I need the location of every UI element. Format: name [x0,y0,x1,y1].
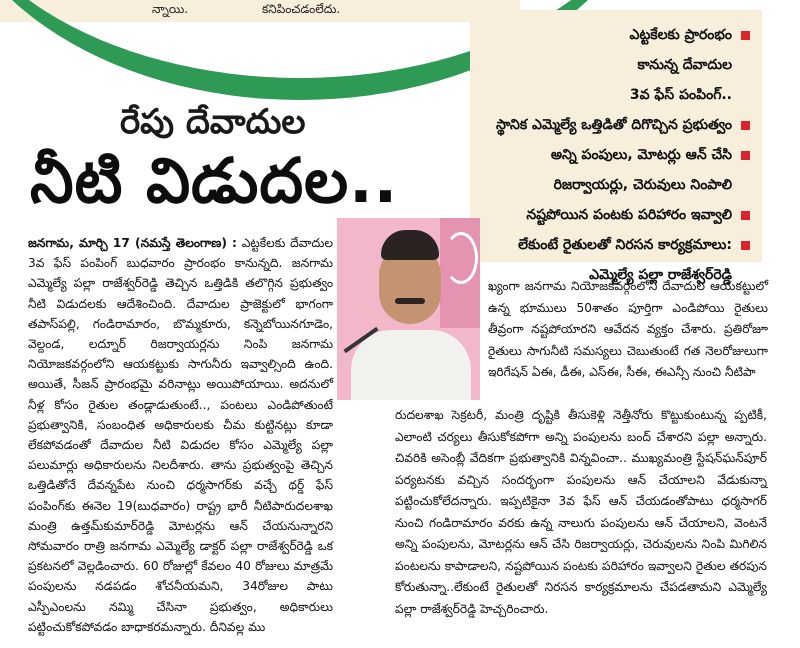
shirt [351,330,471,400]
highlight-line: లేకుంటే రైతులతో నిరసన కార్యక్రమాలు: [470,230,754,260]
highlight-line: నష్టపోయిన పంటకు పరిహారం ఇవ్వాలి [470,200,754,230]
headline-title: నీటి విడుదల.. [30,144,399,217]
highlight-line: రిజర్వాయర్లు, చెరువులు నింపాలి [553,177,732,193]
left-column [28,233,333,637]
bullet-square-icon [741,211,750,220]
highlight-line: 3వ ఫేస్ పంపింగ్.. [629,87,732,103]
headline-kicker: రేపు దేవాదుల [120,102,306,142]
highlight-line: ఎట్టకేలకు ప్రారంభం [470,20,754,50]
dateline: జనగామ, మార్చి 17 (నమస్తే తెలంగాణ) : [28,236,237,250]
bullet-square-icon [741,241,750,250]
highlight-line: అన్ని పంపులు, మోటర్లు ఆన్ చేసి [470,140,754,170]
top-fragment-2: కనిపించడంలేదు. [262,2,341,16]
highlight-line: ఎమ్మెల్యే పల్లా రాజేశ్వర్‌రెడ్డి [589,267,732,283]
highlight-line: స్థానిక ఎమ్మెల్యే ఒత్తిడితో దిగొచ్చిన ప్రభుత్వం [470,110,754,140]
mla-photo [337,218,480,400]
highlights-box [470,10,762,283]
bullet-square-icon [741,31,750,40]
right-column-top: ఖ్యంగా జనగామ నియోజకవర్గంలోని దేవాదుల ఆయకట్టులో ఉన్న భూములు 50శాతం పూర్తిగా ఎండిపోయి రైతులు తీవ్రంగా నష్టపోయారని ఆవేదన వ్యక్తం చేశారు. ప్రతిరోజూ రైతులు సాగునీటి సమస్యలు చెబుతుంటే గత నెలరోజులుగా ఇరిగేషన్ ఏఈ, డీఈ, ఎస్ఈ, సీఈ, ఈఎన్సీ నుంచి నీటిపా [488,279,768,379]
bullet-square-icon [741,121,750,130]
highlight-line: కానున్న దేవాదుల [637,57,732,73]
logo-ring-icon [444,232,478,284]
top-strip [0,0,520,22]
article-text-left: ఎట్టకేలకు దేవాదుల 3వ ఫేస్ పంపింగ్ బుధవారం ప్రారంభం కానున్నది. జనగామ ఎమ్మెల్యే పల్లా రాజేశ్వర్‌రెడ్డి తెచ్చిన ఒత్తిడికి తలొగ్గిన ప్రభుత్వం నీటి విడుదలకు ఆదేశించింది. దేవాదుల ప్రాజెక్టులో భాగంగా తపాస్‌పల్లి, గండిరామారం, బొమ్మకూరు, కన్నెబోయినగూడెం, వెల్దండ, లద్నూర్ రిజర్వాయర్లను నింపి జనగామ నియోజకవర్గంలోని ఆయకట్టుకు సాగునీరు ఇవ్వాల్సింది ఉంది. అయితే, సీజన్ ప్రారంభమై వరినాట్లు అయిపోయాయి. అదనులో నీళ్ల కోసం రైతుల తండ్లాడుతుంటే.., పంటలు ఎండిపోతుంటే ప్రభుత్వానికి, సంబంధిత అధికారులకు చీమ కుట్టినట్లు కూడా లేకపోవడంతో దేవాదుల నీటి విడుదల కోసం ఎమ్మెల్యే పల్లా పలుమార్లు అధికారులను నిలదీశారు. తాను ప్రభుత్వంపై తెచ్చిన ఒత్తిడితోనే దేవన్నపేట నుంచి ధర్మసాగర్‌కు వచ్చే థర్డ్ ఫేస్ పంపింగ్‌కు ఈనెల 19(బుధవారం) రాష్ట్ర భారీ నీటిపారుదలశాఖ మంత్రి ఉత్తమ్‌కుమార్‌రెడ్డి మోటర్లను ఆన్ చేయనున్నారని సోమవారం రాత్రి జనగామ ఎమ్మెల్యే డాక్టర్ పల్లా రాజేశ్వర్‌రెడ్డి ఒక ప్రకటనలో వెల్లడించారు. 60 రోజుల్లో కేవలం 40 రోజులు మాత్రమే పంపులను నడపడం శోచనీయమని, 34రోజుల పాటు ఎస్పీఎంలను నమ్మి చేసినా ప్రభుత్వం, అధికారులు పట్టించుకోకపోవడం బాధాకరమన్నారు. దీనివల్ల ము [28,236,333,634]
bullet-square-icon [741,151,750,160]
mustache [395,298,425,304]
top-fragment-1: న్నాయి. [152,2,189,16]
hair [381,230,439,260]
article-body-left [28,233,333,637]
right-column-bottom: రుదలశాఖ సెక్రటరీ, మంత్రి దృష్టికి తీసుకెళ్లి నెత్తీనోరు కొట్టుకుంటున్న ప్పటికీ, ఎలాంటి చర్యలు తీసుకోకపోగా అన్ని పంపులను బంద్ చేశారని పల్లా అన్నారు. చివరికి అసెంబ్లీ వేదికగా ప్రభుత్వానికి విన్నవించా.. ముఖ్యమంత్రి స్టేషన్‌ఘన్‌పూర్ పర్యటనకు వచ్చిన సందర్భంగా పంపులను ఆన్ చేయాలని వేడుకున్నా పట్టించుకోలేదన్నారు. ఇప్పటికైనా 3వ ఫేస్ ఆన్ చేయడంతోపాటు ధర్మసాగర్ నుంచి గండిరామారం వరకు ఉన్న నాలుగు పంపులను ఆన్ చేయాలని, వెంటనే అన్ని పంపులను, మోటర్లను ఆన్ చేసి రిజర్వాయర్లు, చెరువులను నింపి మిగిలిన పంటలను కాపాడాలని, నష్టపోయిన పంటకు పరిహారం ఇవ్వాలని రైతుల తరపున కోరుతున్నా..లేకుంటే రైతులతో నిరసన కార్యక్రమాలను చేపడతామని ఎమ్మెల్యే పల్లా రాజేశ్వర్‌రెడ్డి హెచ్చరించారు. [395,408,767,616]
